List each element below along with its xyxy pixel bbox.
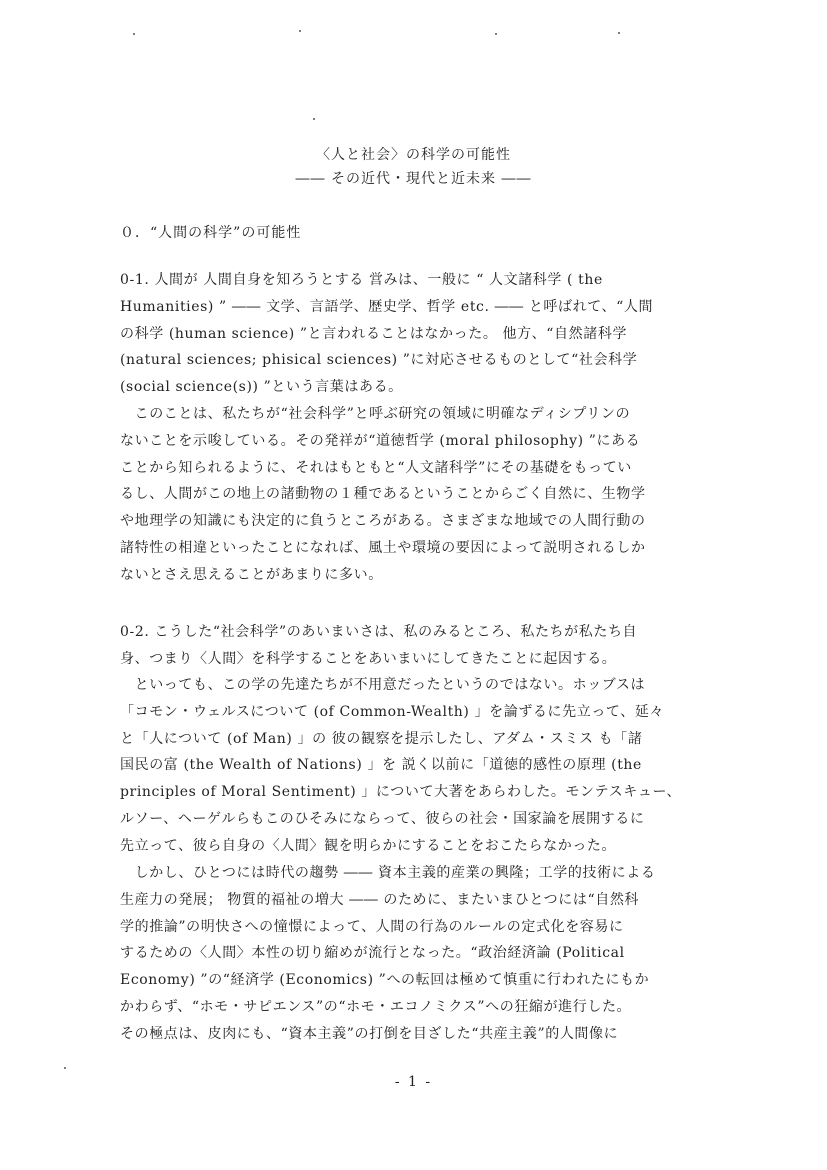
text-line: 身、つまり〈人間〉を科学することをあいまいにしてきたことに起因する。 [120,650,617,667]
text-line: るし、人間がこの地上の諸動物の１種であるということからごく自然に、生物学 [120,486,646,503]
section-heading: ０．“人間の科学”の可能性 [120,225,302,241]
text-line: その極点は、皮肉にも、“資本主義”の打倒を目ざした“共産主義”的人間像に [120,1025,619,1042]
text-line: 0-1. 人間が 人間自身を知ろうとする 営みは、一般に “ 人文諸科学 ( the [120,272,603,288]
paragraph-0-1 [120,267,740,401]
text-line: しかし、ひとつには時代の趨勢 ―― 資本主義的産業の興隆；工学的技術による [120,865,656,881]
text-line: ないことを示唆している。その発祥が“道徳哲学 (moral philosophy) ”にある [120,432,641,449]
text-line: (natural sciences; phisical sciences) ”に対応させるものとして“社会科学 [120,352,638,369]
paragraph-0-2-continued [120,672,740,860]
text-line: 0-2. こうした“社会科学”のあいまいさは、私のみるところ、私たちが私たち自 [120,624,638,640]
text-line: ことから知られるように、それはもともと“人文諸科学”にその基礎をもってい [120,459,632,476]
scan-speck [299,30,301,32]
text-line: ルソー、ヘーゲルらもこのひそみにならって、彼らの社会・国家論を展開するに [120,810,645,827]
scan-speck [495,33,497,35]
scan-speck [618,32,620,34]
text-line: (social science(s)) ”という言葉はある。 [120,379,403,396]
scan-speck [133,33,135,35]
text-line: の科学 (human science) ”と言われることはなかった。 他方、“自然諸科学 [120,325,628,342]
text-line: 「コモン・ウェルスについて (of Common-Wealth) 」を論ずるに先立って、延々 [120,703,665,720]
text-line: principles of Moral Sentiment) 」について大著をあらわした。モンテスキュー、 [120,784,682,801]
paragraph-0-2-final [120,860,740,1048]
scan-speck [64,1067,66,1069]
document-title: 〈人と社会〉の科学の可能性 [316,147,511,163]
text-line: するための〈人間〉本性の切り縮めが流行となった。“政治経済論 (Political [120,945,625,962]
text-line: と「人について (of Man) 」の 彼の観察を提示したし、アダム・スミス も「諸 [120,730,643,747]
text-line: や地理学の知識にも決定的に負うところがある。さまざまな地域での人間行動の [120,513,646,530]
text-line: ないとさえ思えることがあまりに多い。 [120,566,383,583]
scan-speck [313,118,315,120]
text-line: 先立って、彼ら自身の〈人間〉観を明らかにすることをおこたらなかった。 [120,837,617,854]
text-line: Economy) ”の“経済学 (Economics) ”への転回は極めて慎重に行われたにもか [120,972,650,989]
text-line: 諸特性の相違といったことになれば、風土や環境の要因によって説明されるしか [120,539,646,556]
text-line: 生産力の発展； 物質的福祉の増大 ―― のために、またいまひとつには“自然科 [120,891,640,908]
page-number: - 1 - [394,1074,433,1090]
text-line: 学的推論”の明快さへの憧憬によって、人間の行為のルールの定式化を容易に [120,918,624,935]
paragraph-0-1-continued [120,401,740,589]
text-line: Humanities) ” ―― 文学、言語学、歴史学、哲学 etc. ―― と呼ばれて、“人間 [120,298,654,315]
document-subtitle: ―― その近代・現代と近未来 ―― [295,171,532,187]
text-line: かわらず、“ホモ・サピエンス”の“ホモ・エコノミクス”への狂縮が進行した。 [120,998,632,1015]
text-line: このことは、私たちが“社会科学”と呼ぶ研究の領域に明確なディシプリンの [120,406,631,422]
text-line: 国民の富 (the Wealth of Nations) 」を 説く以前に「道徳的感性の原理 (the [120,757,642,774]
text-line: といっても、この学の先達たちが不用意だったというのではない。ホッブスは [120,677,646,693]
paragraph-0-2 [120,619,740,673]
